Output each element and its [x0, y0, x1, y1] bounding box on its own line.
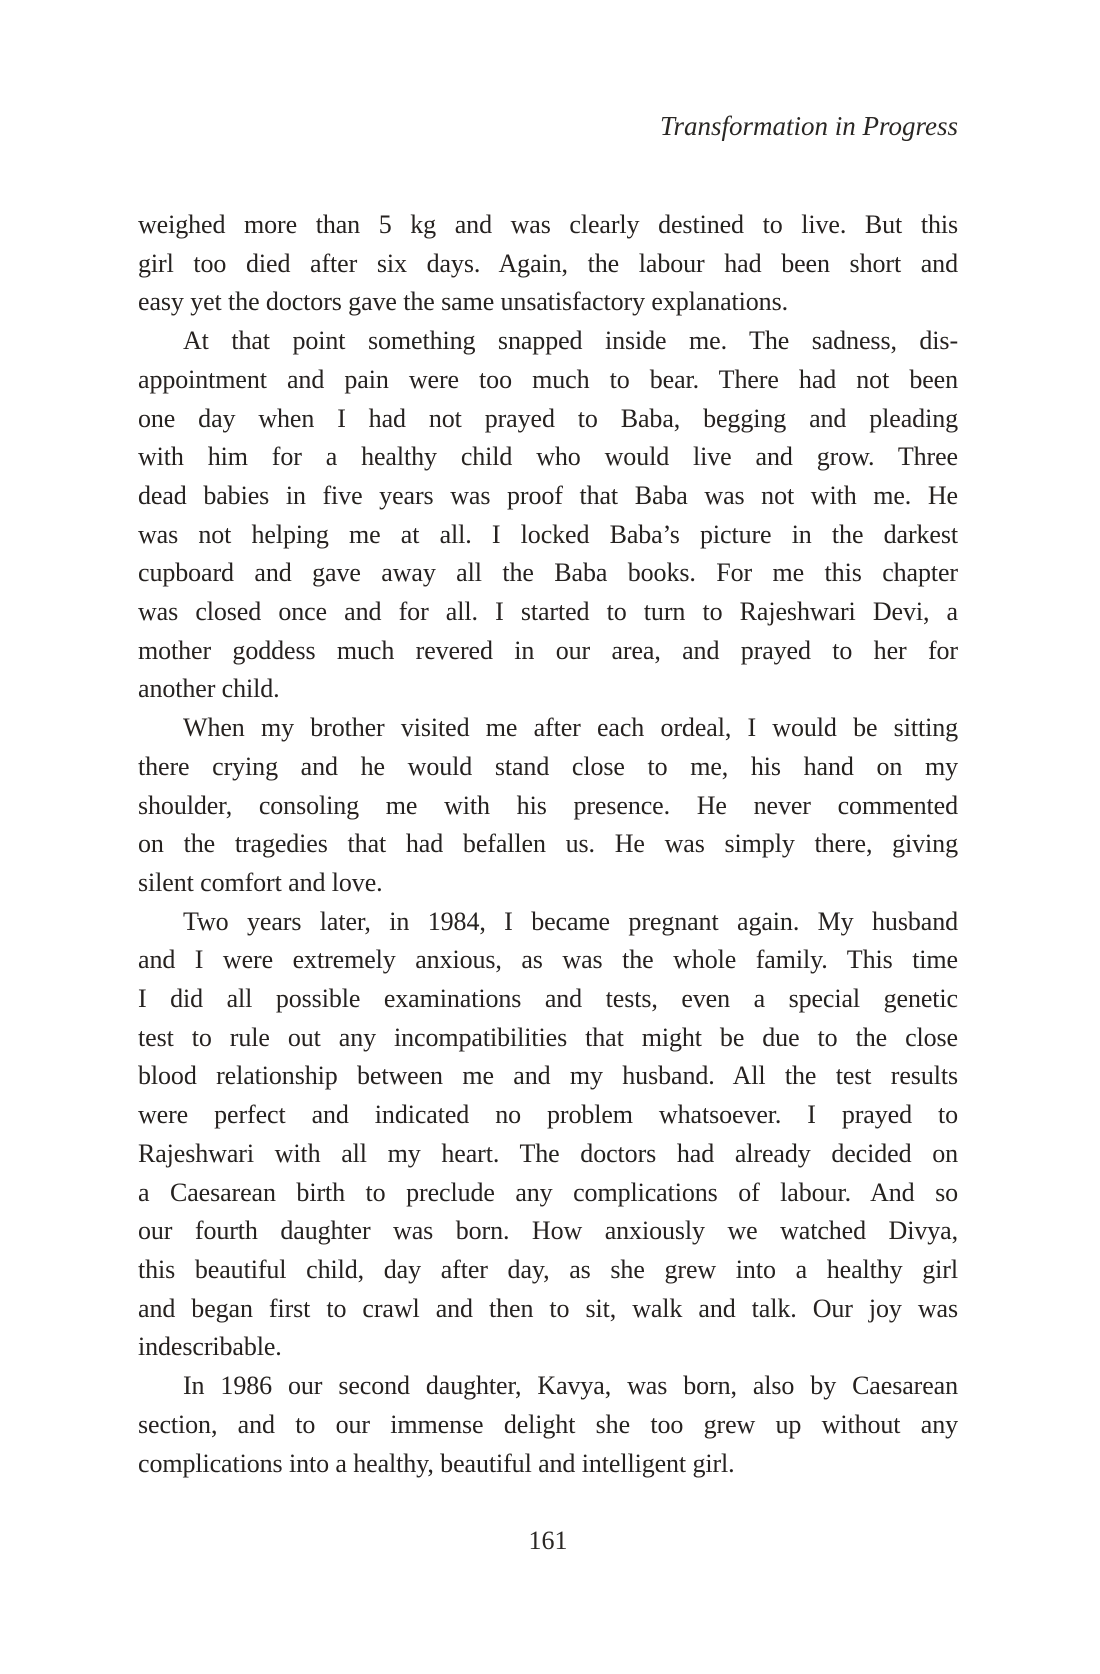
running-header: Transformation in Progress: [659, 111, 958, 141]
text-line: mother goddess much revered in our area, and prayed to her for: [138, 635, 958, 665]
text-line: there crying and he would stand close to me, his hand on my: [138, 751, 958, 781]
text-line: blood relationship between me and my husband. All the test results: [138, 1061, 958, 1091]
text-line: a Caesarean birth to preclude any complications of labour. And so: [138, 1177, 958, 1207]
text-line: shoulder, consoling me with his presence. He never commented: [138, 790, 958, 820]
paragraph: [138, 206, 958, 322]
text-line: and I were extremely anxious, as was the whole family. This time: [138, 945, 958, 975]
text-line: In 1986 our second daughter, Kavya, was born, also by Caesarean: [183, 1371, 958, 1401]
paragraph: [138, 322, 958, 709]
paragraph: [138, 709, 958, 903]
text-line: another child.: [138, 674, 280, 704]
text-line: this beautiful child, day after day, as she grew into a healthy girl: [138, 1254, 958, 1284]
page-body: [138, 206, 958, 1483]
text-line: section, and to our immense delight she too grew up without any: [138, 1409, 958, 1439]
text-line: was closed once and for all. I started to turn to Rajeshwari Devi, a: [138, 597, 958, 627]
paragraph: [138, 1367, 958, 1483]
text-line: weighed more than 5 kg and was clearly destined to live. But this: [138, 210, 958, 239]
text-line: indescribable.: [138, 1332, 282, 1362]
paragraph: [138, 903, 958, 1367]
text-line: and began first to crawl and then to sit, walk and talk. Our joy was: [138, 1293, 958, 1323]
page-number: 161: [528, 1526, 568, 1555]
text-line: Two years later, in 1984, I became pregnant again. My husband: [183, 906, 958, 936]
text-line: At that point something snapped inside me. The sadness, dis-: [183, 326, 958, 356]
text-line: our fourth daughter was born. How anxiously we watched Divya,: [138, 1216, 958, 1246]
text-line: easy yet the doctors gave the same unsatisfactory explanations.: [138, 287, 788, 317]
text-line: Rajeshwari with all my heart. The doctors had already decided on: [138, 1138, 958, 1168]
text-line: silent comfort and love.: [138, 867, 383, 897]
text-line: test to rule out any incompatibilities that might be due to the close: [138, 1022, 958, 1052]
text-line: When my brother visited me after each ordeal, I would be sitting: [183, 713, 958, 743]
text-line: were perfect and indicated no problem whatsoever. I prayed to: [138, 1100, 958, 1130]
text-line: appointment and pain were too much to bear. There had not been: [138, 364, 958, 394]
text-line: on the tragedies that had befallen us. He was simply there, giving: [138, 829, 958, 859]
text-line: cupboard and gave away all the Baba books. For me this chapter: [138, 558, 958, 588]
text-line: dead babies in five years was proof that Baba was not with me. He: [138, 480, 958, 510]
text-line: complications into a healthy, beautiful and intelligent girl.: [138, 1448, 735, 1478]
text-line: was not helping me at all. I locked Baba’s picture in the darkest: [138, 519, 958, 549]
text-line: girl too died after six days. Again, the labour had been short and: [138, 248, 958, 278]
text-line: one day when I had not prayed to Baba, begging and pleading: [138, 403, 958, 433]
text-line: I did all possible examinations and tests, even a special genetic: [138, 984, 958, 1014]
text-line: with him for a healthy child who would live and grow. Three: [138, 442, 958, 472]
